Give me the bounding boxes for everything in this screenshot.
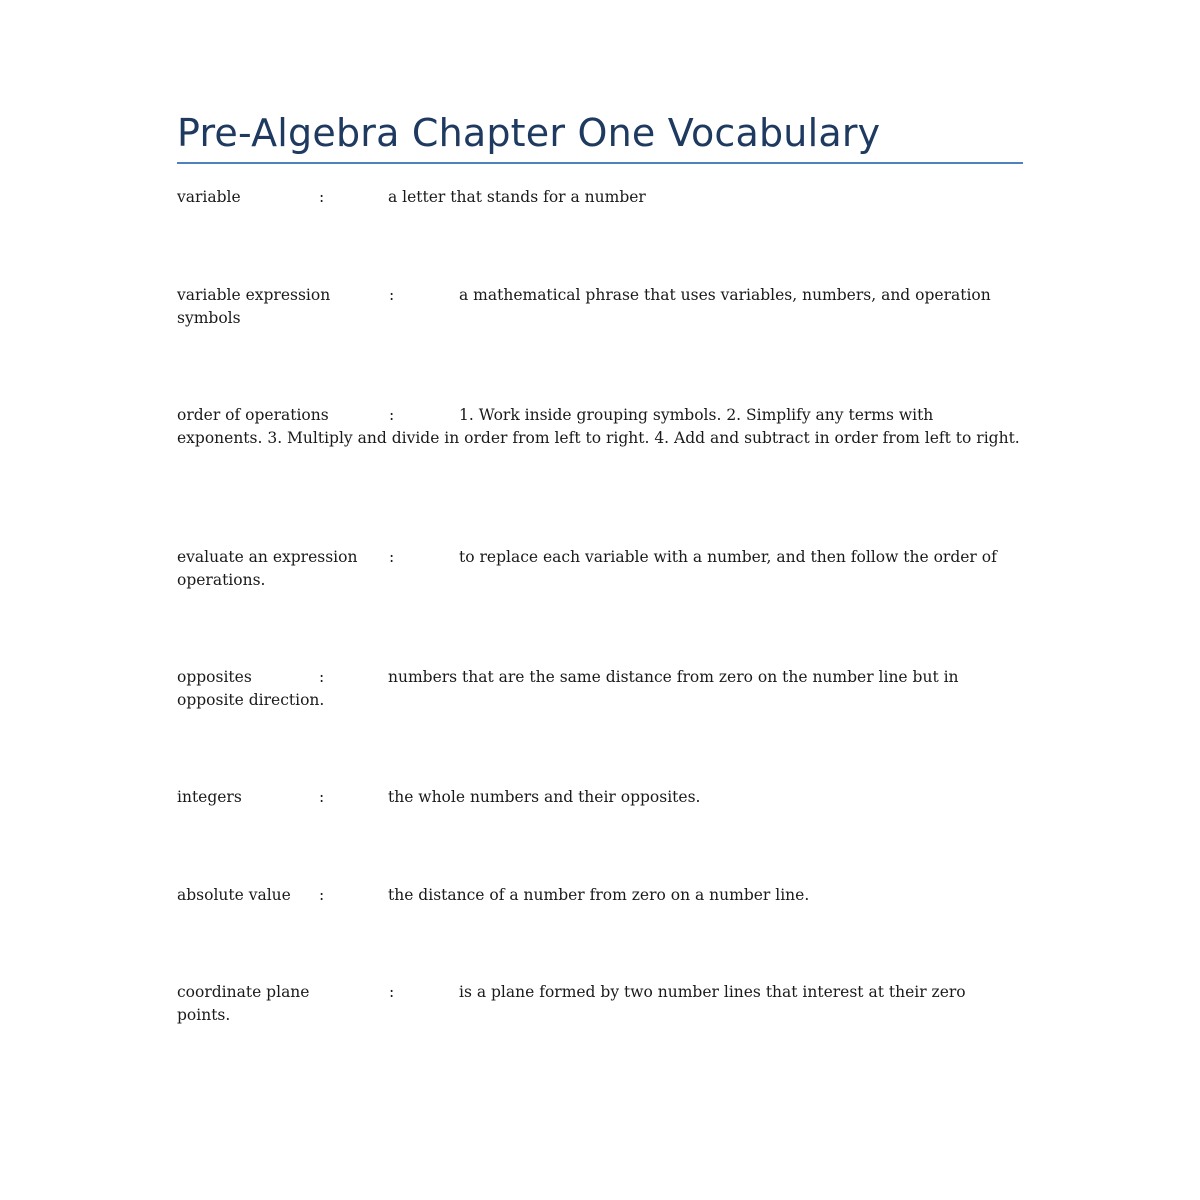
vocab-separator: : xyxy=(389,286,395,304)
vocab-term: evaluate an expression xyxy=(177,548,358,566)
vocab-definition: to replace each variable with a number, and then follow the order of operations. xyxy=(177,548,997,589)
vocab-term: integers xyxy=(177,788,242,806)
vocab-entry-coordinate-plane xyxy=(177,981,1023,1026)
vocab-separator: : xyxy=(389,983,395,1001)
vocab-term: opposites xyxy=(177,668,252,686)
vocab-entry-evaluate-an-expression xyxy=(177,546,1023,591)
vocab-term: order of operations xyxy=(177,406,329,424)
vocab-entry-variable xyxy=(177,186,1023,209)
vocab-entry-opposites xyxy=(177,666,1023,711)
vocab-separator: : xyxy=(319,886,325,904)
vocab-term: coordinate plane xyxy=(177,983,310,1001)
title-underline xyxy=(177,162,1023,164)
vocab-definition: the distance of a number from zero on a number line. xyxy=(388,886,810,904)
vocab-separator: : xyxy=(319,668,325,686)
document-title: Pre-Algebra Chapter One Vocabulary xyxy=(177,111,881,155)
vocab-separator: : xyxy=(389,406,395,424)
vocab-definition: a letter that stands for a number xyxy=(388,188,646,206)
vocab-definition: a mathematical phrase that uses variables, numbers, and operation symbols xyxy=(177,286,991,327)
vocab-term: variable expression xyxy=(177,286,331,304)
vocab-entry-order-of-operations xyxy=(177,404,1023,449)
vocab-term: variable xyxy=(177,188,241,206)
vocab-definition: the whole numbers and their opposites. xyxy=(388,788,701,806)
vocab-entry-variable-expression xyxy=(177,284,1023,329)
vocab-separator: : xyxy=(319,788,325,806)
vocab-definition: numbers that are the same distance from zero on the number line but in opposite direction. xyxy=(177,668,959,709)
vocab-separator: : xyxy=(319,188,325,206)
vocab-entry-integers xyxy=(177,786,1023,809)
vocab-entry-absolute-value xyxy=(177,884,1023,907)
vocab-definition: 1. Work inside grouping symbols. 2. Simplify any terms with exponents. 3. Multiply and divide in order from left to right. 4. Add and subtract in order from left to right. xyxy=(177,406,1020,447)
vocab-term: absolute value xyxy=(177,886,291,904)
vocab-definition: is a plane formed by two number lines that interest at their zero points. xyxy=(177,983,966,1024)
vocab-separator: : xyxy=(389,548,395,566)
document-page xyxy=(177,108,1023,1024)
